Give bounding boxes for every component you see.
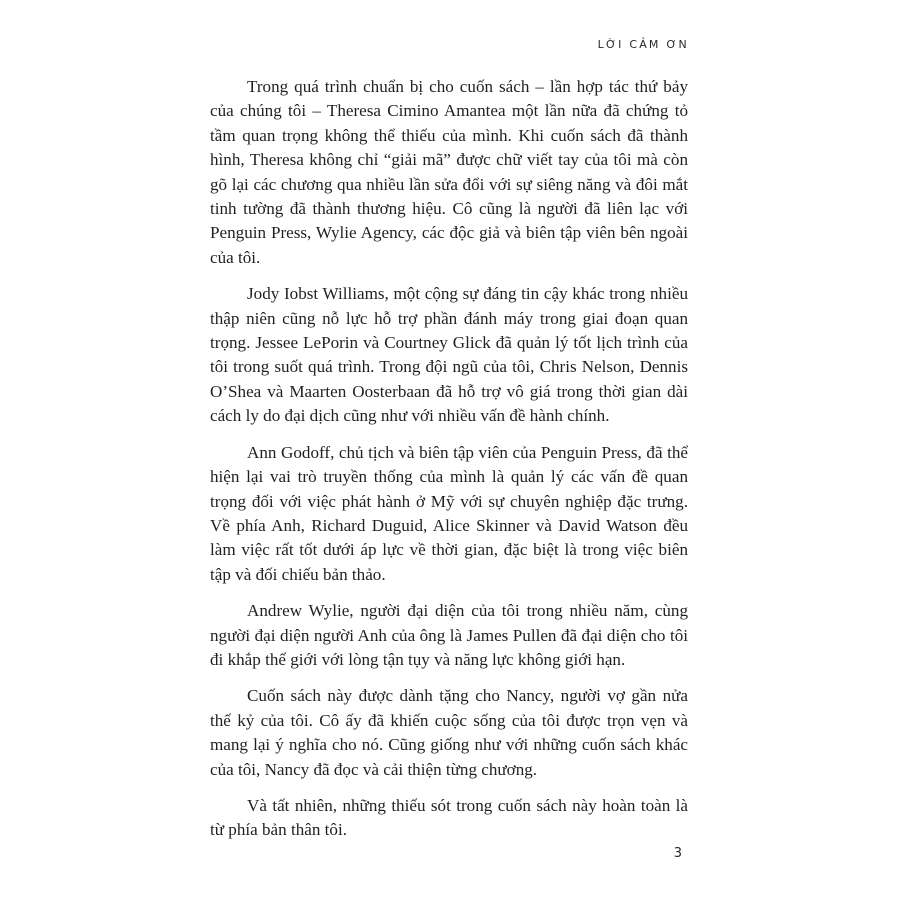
running-header: LỜI CẢM ƠN [597,38,689,51]
paragraph-5: Cuốn sách này được dành tặng cho Nancy, người vợ gần nửa thế kỷ của tôi. Cô ấy đã khiến cuộc sống của tôi được trọn vẹn và mang lại ý nghĩa cho nó. Cũng giống như với những cuốn sách khác của tôi, Nancy đã đọc và cải thiện từng chương. [210,686,688,779]
paragraph-3: Ann Godoff, chủ tịch và biên tập viên của Penguin Press, đã thể hiện lại vai trò truyền thống của mình là quản lý các vấn đề quan trọng đối với việc phát hành ở Mỹ với sự chuyên nghiệp đặc trưng. Về phía Anh, Richard Duguid, Alice Skinner và David Watson đều làm việc rất tốt dưới áp lực về thời gian, đặc biệt là trong việc biên tập và đối chiếu bản thảo. [210,442,688,584]
paragraph-1: Trong quá trình chuẩn bị cho cuốn sách – lần hợp tác thứ bảy của chúng tôi – Theresa Cimino Amantea một lần nữa đã chứng tỏ tầm quan trọng không thể thiếu của mình. Khi cuốn sách đã thành hình, Theresa không chỉ “giải mã” được chữ viết tay của tôi mà còn gõ lại các chương qua nhiều lần sửa đổi với sự siêng năng và đôi mắt tinh tường đã thành thương hiệu. Cô cũng là người đã liên lạc với Penguin Press, Wylie Agency, các độc giả và biên tập viên bên ngoài của tôi. [210,77,688,267]
paragraph-4: Andrew Wylie, người đại diện của tôi trong nhiều năm, cùng người đại diện người Anh của ông là James Pullen đã đại diện cho tôi đi khắp thế giới với lòng tận tụy và năng lực không giới hạn. [210,601,688,669]
paragraph-2: Jody Iobst Williams, một cộng sự đáng tin cậy khác trong nhiều thập niên cũng nỗ lực hỗ trợ phần đánh máy trong giai đoạn quan trọng. Jessee LePorin và Courtney Glick đã quản lý tốt lịch trình của tôi trong suốt quá trình. Trong đội ngũ của tôi, Chris Nelson, Dennis O’Shea và Maarten Oosterbaan đã hỗ trợ vô giá trong thời gian dài cách ly do đại dịch cũng như với nhiều vấn đề hành chính. [210,284,688,426]
body-text [210,75,688,855]
page-number: 3 [673,846,682,861]
paragraph-6: Và tất nhiên, những thiếu sót trong cuốn sách này hoàn toàn là từ phía bản thân tôi. [210,795,688,840]
